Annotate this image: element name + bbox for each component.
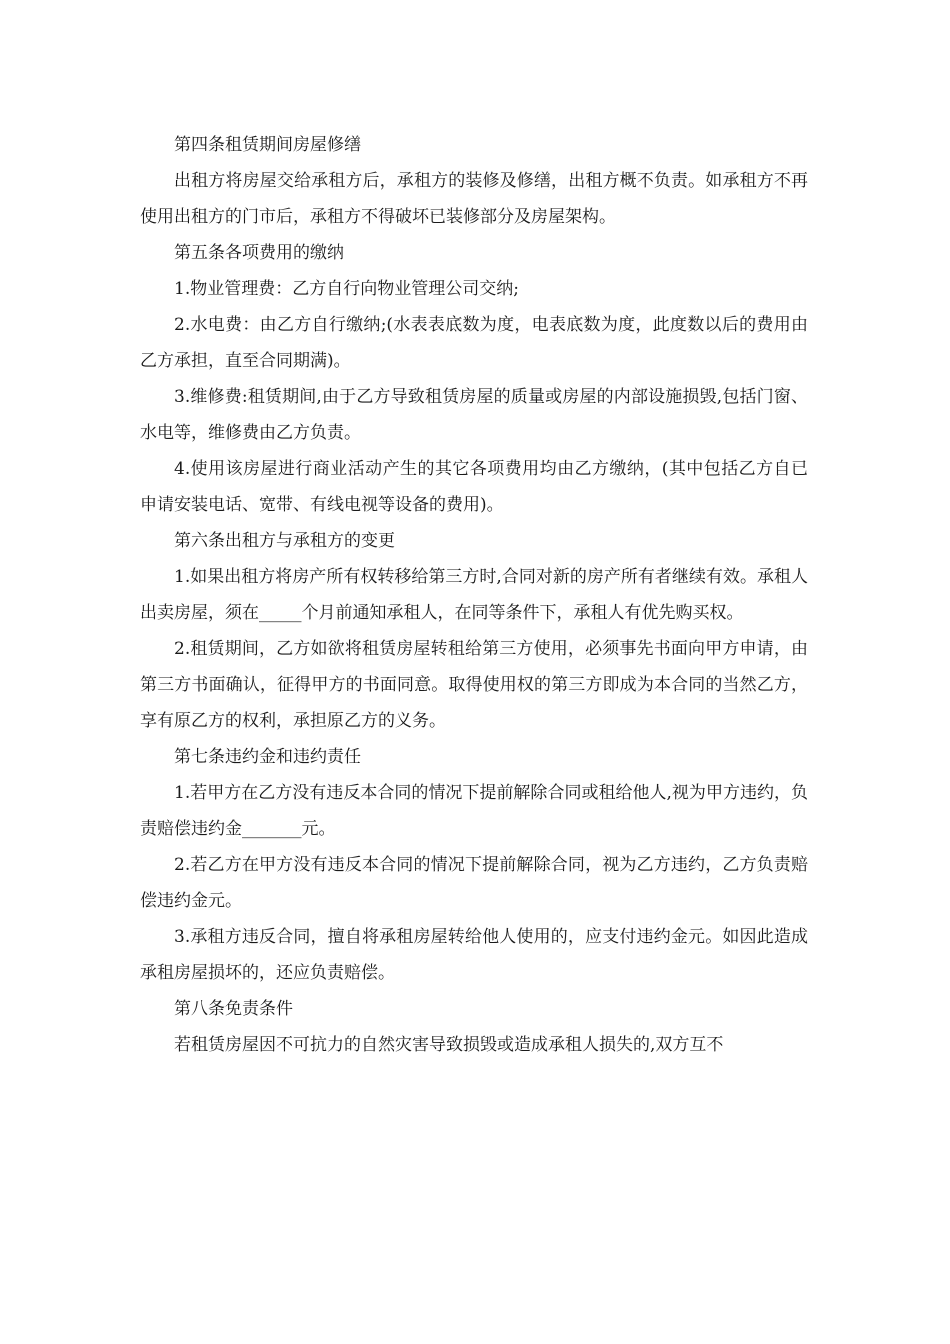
paragraph: 2.水电费：由乙方自行缴纳;(水表表底数为度，电表底数为度，此度数以后的费用由乙方承担，直至合同期满)。: [140, 315, 808, 371]
section-heading: 第六条出租方与承租方的变更: [174, 531, 395, 551]
paragraph: 2.若乙方在甲方没有违反本合同的情况下提前解除合同，视为乙方违约，乙方负责赔偿违约金元。: [140, 855, 808, 911]
section-heading: 第七条违约金和违约责任: [174, 747, 361, 767]
paragraph: 1.若甲方在乙方没有违反本合同的情况下提前解除合同或租给他人,视为甲方违约，负责赔偿违约金_______元。: [140, 783, 808, 839]
paragraph: 3.维修费:租赁期间,由于乙方导致租赁房屋的质量或房屋的内部设施损毁,包括门窗、水电等，维修费由乙方负责。: [140, 387, 808, 443]
paragraph: 若租赁房屋因不可抗力的自然灾害导致损毁或造成承租人损失的,双方互不: [174, 1035, 724, 1055]
paragraph: 4.使用该房屋进行商业活动产生的其它各项费用均由乙方缴纳，(其中包括乙方自已申请安装电话、宽带、有线电视等设备的费用)。: [140, 459, 808, 515]
section-heading: 第八条免责条件: [174, 999, 293, 1019]
document-page: [140, 127, 808, 1063]
paragraph: 出租方将房屋交给承租方后，承租方的装修及修缮，出租方概不负责。如承租方不再使用出租方的门市后，承租方不得破坏已装修部分及房屋架构。: [140, 171, 808, 227]
section-heading: 第四条租赁期间房屋修缮: [174, 135, 361, 155]
section-heading: 第五条各项费用的缴纳: [174, 243, 344, 263]
paragraph: 1.如果出租方将房产所有权转移给第三方时,合同对新的房产所有者继续有效。承租人出卖房屋，须在_____个月前通知承租人，在同等条件下，承租人有优先购买权。: [140, 567, 808, 623]
paragraph: 3.承租方违反合同，擅自将承租房屋转给他人使用的，应支付违约金元。如因此造成承租房屋损坏的，还应负责赔偿。: [140, 927, 808, 983]
paragraph: 2.租赁期间，乙方如欲将租赁房屋转租给第三方使用，必须事先书面向甲方申请，由第三方书面确认，征得甲方的书面同意。取得使用权的第三方即成为本合同的当然乙方，享有原乙方的权利，承担原乙方的义务。: [140, 639, 808, 731]
paragraph: 1.物业管理费：乙方自行向物业管理公司交纳;: [174, 279, 519, 299]
